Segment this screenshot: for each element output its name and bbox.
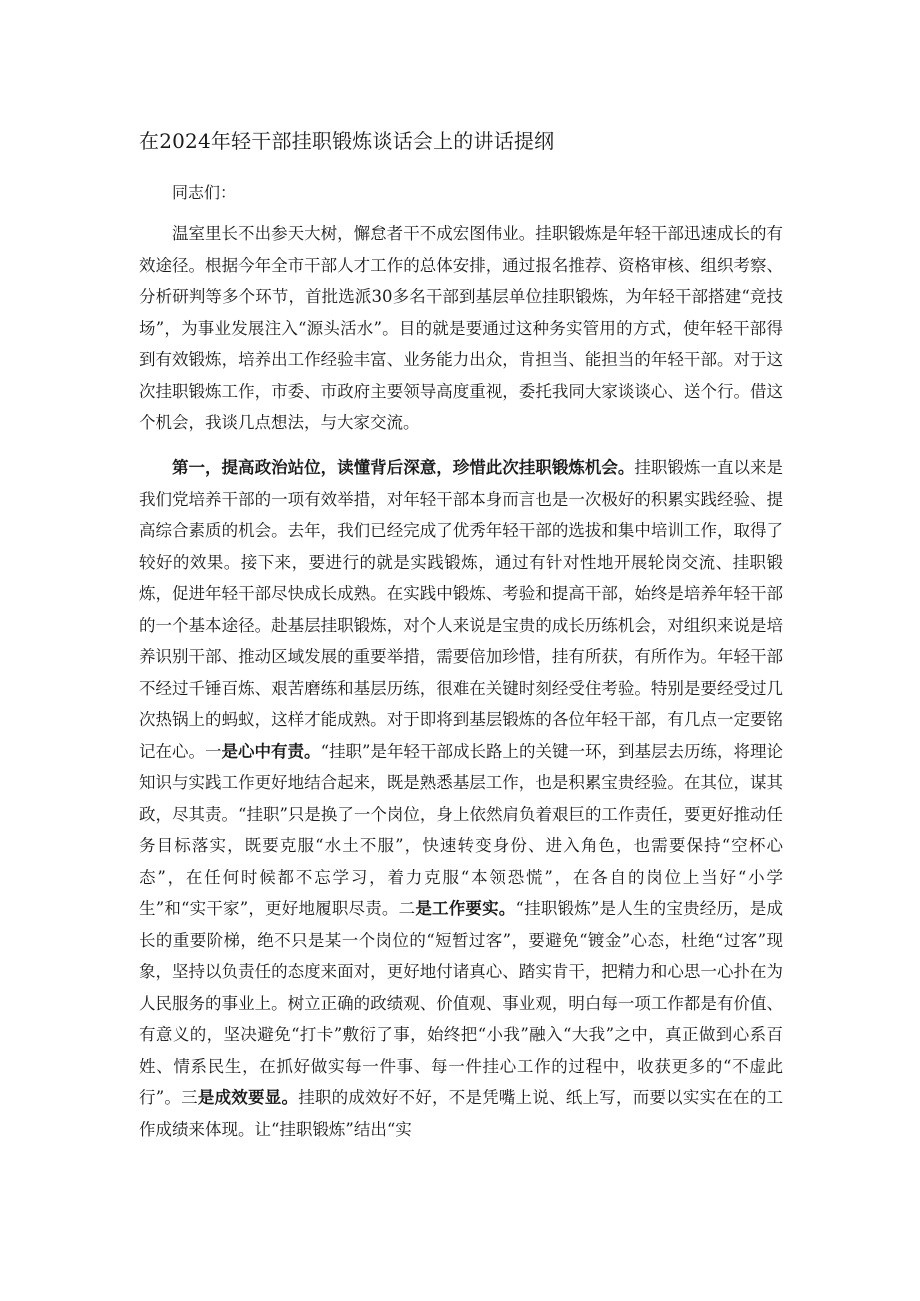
document-title: 在2024年轻干部挂职锻炼谈话会上的讲话提纲 xyxy=(139,129,555,153)
body-text: “挂职”是年轻干部成长路上的关键一环，到基层去历练，将理论知识与实践工作更好地结合起来，既是熟悉基层工作，也是积累宝贵经验。在其位，谋其政，尽其责。“挂职”只是换了一个岗位，身上依然肩负着艰巨的工作责任，要更好推动任务目标落实，既要克服“水土不服”，快速转变身份、进入角色，也需要保持“空杯心态”，在任何时候都不忘学习，着力克服“本领恐慌”，在各自的岗位上当好“小学生”和“实干家”，更好地履职尽责。二 xyxy=(139,741,784,918)
sub-point-heading: 是心中有责。 xyxy=(221,741,321,761)
sub-point-heading: 是成效要显。 xyxy=(197,1088,299,1107)
body-text: 挂职锻炼一直以来是我们党培养干部的一项有效举措，对年轻干部本身而言也是一次极好的积累实践经验、提高综合素质的机会。去年，我们已经完成了优秀年轻干部的选拔和集中培训工作，取得了较好的效果。接下来，要进行的就是实践锻炼，通过有针对性地开展轮岗交流、挂职锻炼，促进年轻干部尽快成长成熟。在实践中锻炼、考验和提高干部，始终是培养年轻干部的一个基本途径。赴基层挂职锻炼，对个人来说是宝贵的成长历练机会，对组织来说是培养识别干部、推动区域发展的重要举措，需要倍加珍惜，挂有所获，有所作为。年轻干部不经过千锤百炼、艰苦磨练和基层历练，很难在关键时刻经受住考验。特别是要经受过几次热锅上的蚂蚁，这样才能成熟。对于即将到基层锻炼的各位年轻干部，有几点一定要铭记在心。一 xyxy=(139,458,784,761)
sub-point-heading: 是工作要实。 xyxy=(415,899,516,918)
section-heading: 第一，提高政治站位，读懂背后深意，珍惜此次挂职锻炼机会。 xyxy=(172,458,635,477)
body-text: “挂职锻炼”是人生的宝贵经历，是成长的重要阶梯，绝不只是某一个岗位的“短暂过客”，要避免“镀金”心态，杜绝“过客”现象，坚持以负责任的态度来面对，更好地付诸真心、踏实肯干，把精力和心思一心扑在为人民服务的事业上。树立正确的政绩观、价值观、事业观，明白每一项工作都是有价值、有意义的，坚决避免“打卡”敷衍了事，始终把“小我”融入“大我”之中，真正做到心系百姓、情系民生，在抓好做实每一件事、每一件挂心工作的过程中，收获更多的“不虚此行”。三 xyxy=(139,899,783,1107)
paragraph-first-point xyxy=(139,452,783,1145)
paragraph-intro: 温室里长不出参天大树，懈怠者干不成宏图伟业。挂职锻炼是年轻干部迅速成长的有效途径。根据今年全市干部人才工作的总体安排，通过报名推荐、资格审核、组织考察、分析研判等多个环节，首批选派30多名干部到基层单位挂职锻炼，为年轻干部搭建“竞技场”，为事业发展注入“源头活水”。目的就是要通过这种务实管用的方式，使年轻干部得到有效锻炼，培养出工作经验丰富、业务能力出众，肯担当、能担当的年轻干部。对于这次挂职锻炼工作，市委、市政府主要领导高度重视，委托我同大家谈谈心、送个行。借这个机会，我谈几点想法，与大家交流。 xyxy=(139,224,783,432)
salutation: 同志们： xyxy=(172,183,237,202)
body-text: 挂职的成效好不好，不是凭嘴上说、纸上写，而要以实实在在的工作成绩来体现。让“挂职锻炼”结出“实 xyxy=(139,1088,784,1139)
